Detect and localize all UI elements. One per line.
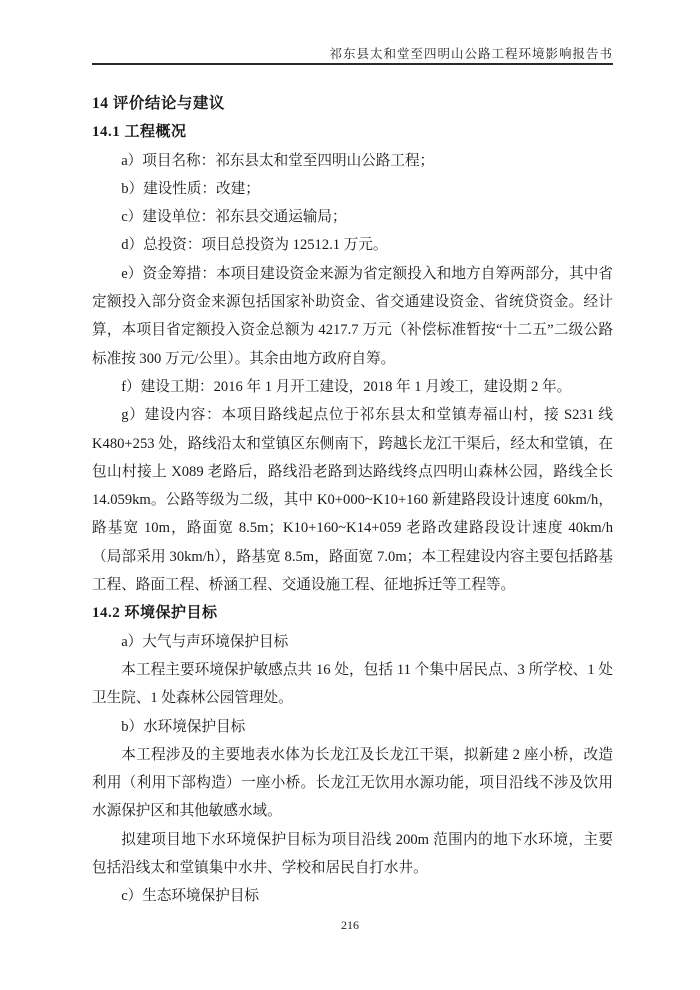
paragraph: c）建设单位：祁东县交通运输局； (121, 209, 347, 226)
paragraph: g）建设内容：本项目路线起点位于祁东县太和堂镇寿福山村，接 S231 线 K480+253 处，路线沿太和堂镇区东侧南下，跨越长龙江干渠后，经太和堂镇，在包山村接上 X089 老路后，路线沿老路到达路线终点四明山森林公园，路线全长 14.059km。公路等级为二级，其中 K0+000~K10+160 新建路段设计速度 60km/h，路基宽 10m，路面宽 8.5m；K10+160~K14+059 老路改建路段设计速度 40km/h（局部采用 30km/h），路基宽 8.5m，路面宽 7.0m；本工程建设内容主要包括路基工程、路面工程、桥涵工程、交通设施工程、征地拆迁等工程等。 (92, 407, 613, 594)
section-heading: 14 评价结论与建议 (92, 95, 225, 112)
paragraph: b）水环境保护目标 (121, 718, 246, 735)
paragraph: 本工程涉及的主要地表水体为长龙江及长龙江干渠，拟新建 2 座小桥，改造利用（利用下部构造）一座小桥。长龙江无饮用水源功能，项目沿线不涉及饮用水源保护区和其他敏感水域。 (92, 746, 613, 820)
paragraph: e）资金筹措：本项目建设资金来源为省定额投入和地方自筹两部分，其中省定额投入部分资金来源包括国家补助资金、省交通建设资金、省统贷资金。经计算，本项目省定额投入资金总额为 4217.7 万元（补偿标准暂按“十二五”二级公路标准按 300 万元/公里）。其余由地方政府自筹。 (92, 265, 613, 367)
document-body (92, 90, 613, 911)
page-number: 216 (341, 918, 359, 932)
paragraph: a）项目名称：祁东县太和堂至四明山公路工程； (121, 152, 435, 169)
paragraph: 本工程主要环境保护敏感点共 16 处，包括 11 个集中居民点、3 所学校、1 处卫生院、1 处森林公园管理处。 (92, 661, 613, 707)
paragraph: b）建设性质：改建； (121, 180, 260, 197)
section-heading: 14.1 工程概况 (92, 124, 187, 141)
running-header: 祁东县太和堂至四明山公路工程环境影响报告书 (329, 47, 613, 61)
header-rule (92, 63, 613, 65)
paragraph: f）建设工期：2016 年 1 月开工建设，2018 年 1 月竣工，建设期 2 年。 (121, 378, 572, 395)
paragraph: c）生态环境保护目标 (121, 888, 260, 905)
paragraph: d）总投资：项目总投资为 12512.1 万元。 (121, 237, 388, 254)
paragraph: a）大气与声环境保护目标 (121, 633, 289, 650)
paragraph: 拟建项目地下水环境保护目标为项目沿线 200m 范围内的地下水环境，主要包括沿线太和堂镇集中水井、学校和居民自打水井。 (92, 831, 613, 877)
section-heading: 14.2 环境保护目标 (92, 605, 218, 622)
